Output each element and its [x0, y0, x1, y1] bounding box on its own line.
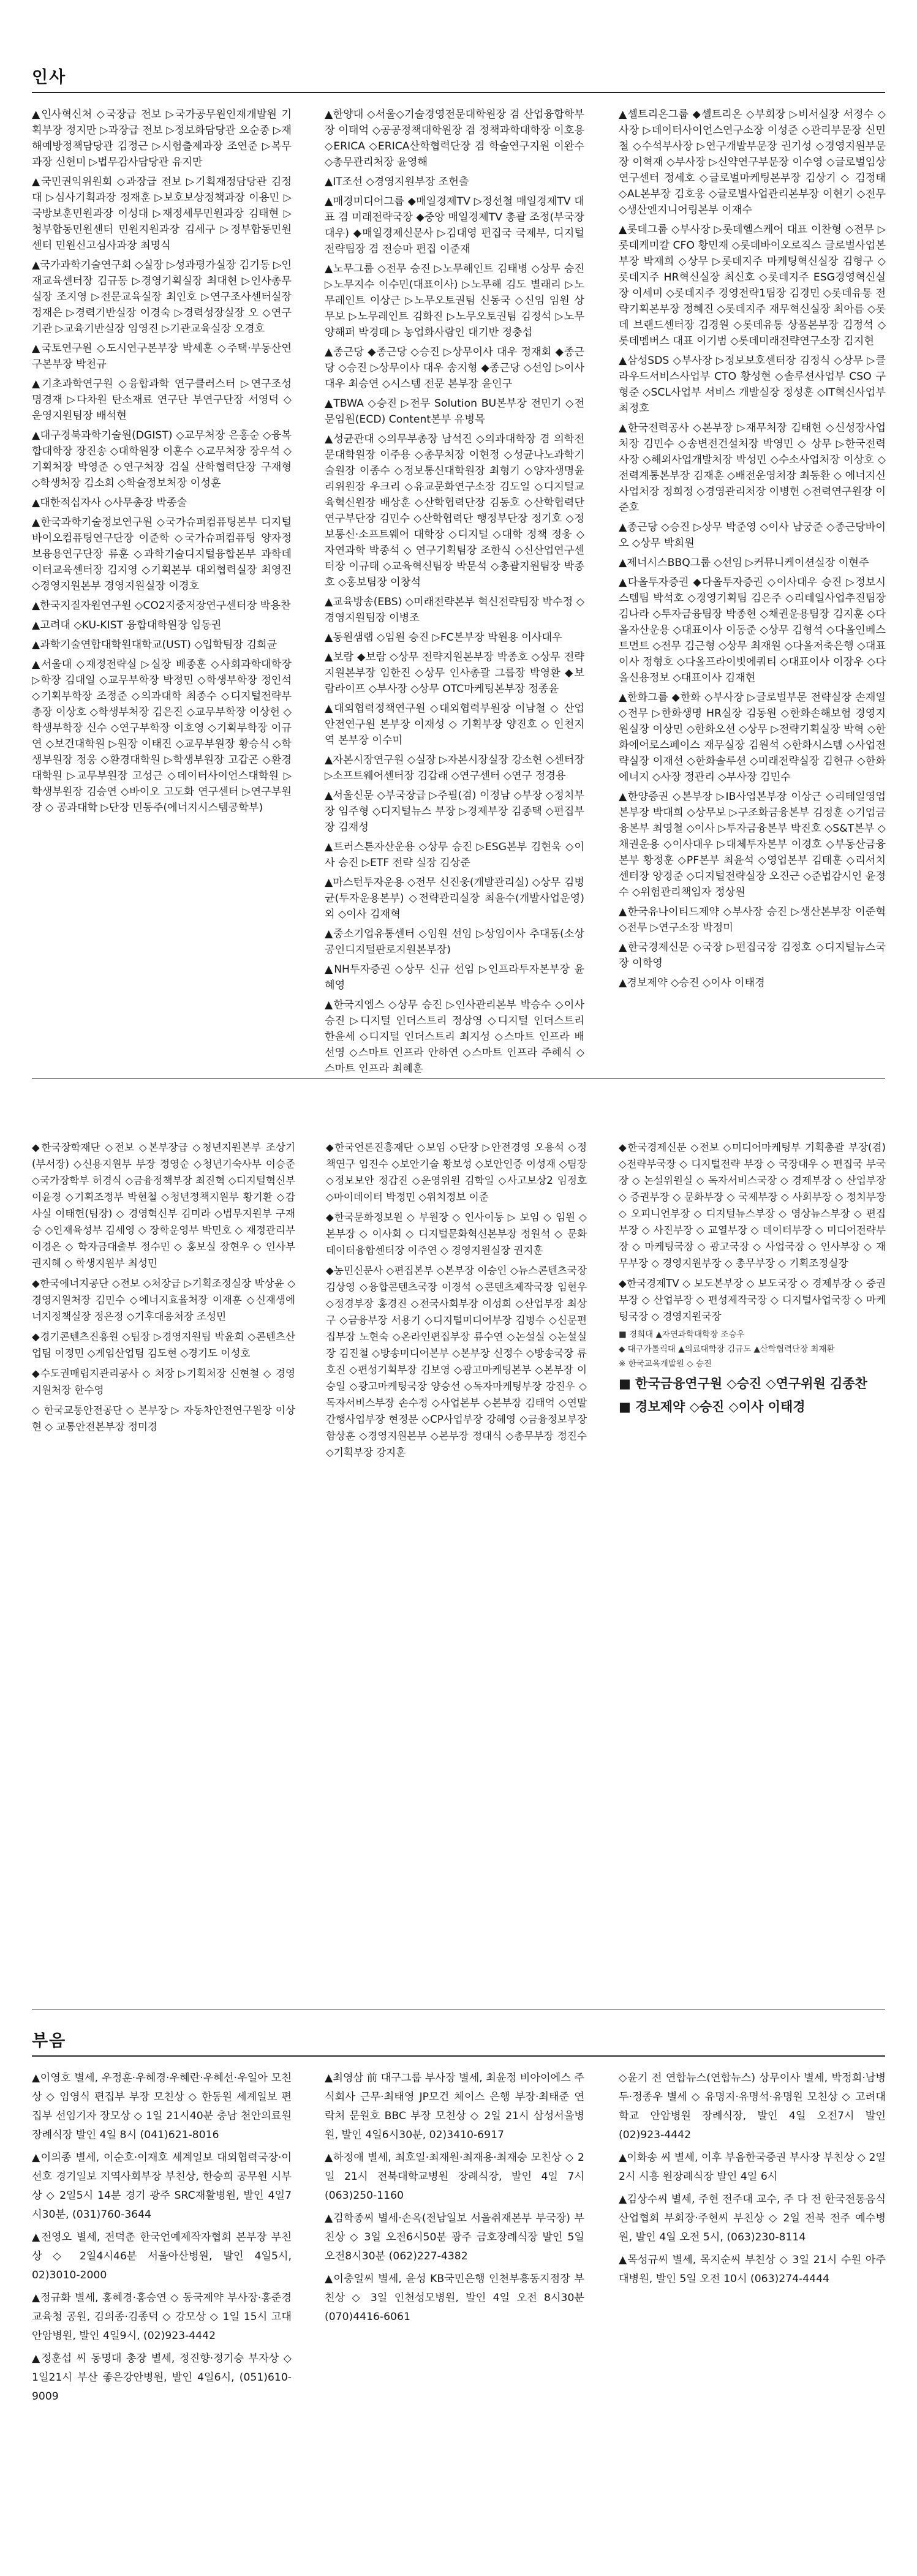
obituary-entry: ◇윤기 전 연합뉴스(연합뉴스) 상무이사 별세, 박정희·남병두·정종우 별세 ◇ 유명지·유명석·유명원 모친상 ◇ 고려대학교 안암병원 장례식장, 발인 4일 오전7시 발인 (02)923-4442	[619, 2072, 886, 2141]
announcement-entry: ◆경기콘텐츠진흥원 ◇팀장 ▷경영지원팀 박윤희 ◇콘텐츠산업팀 이정민 ◇게임산업팀 김도현 ◇경기도 이성호	[32, 1331, 295, 1359]
announcement-entry: ▲자본시장연구원 ◇실장 ▷자본시장실장 강소현 ◇센터장 ▷소프트웨어센터장 김갑래 ◇연구센터 ◇연구 정경용	[325, 754, 584, 782]
column-2	[325, 107, 584, 1075]
announcement-entry: ▲한화그룹 ◆한화 ◇부사장 ▷글로벌부문 전략실장 손재일 ◇전무 ▷한화생명 HR실장 김동원 ◇한화손해보험 경영지원실장 이상민 ◇한화오션 ◇상무 ▷전략기획실장 박혁 ◇한화에어로스페이스 재무실장 김원석 ◇한화시스템 ◇사업전략실장 이재선 ◇한화솔루션 ◇미래전략실장 김현규 ◇한화에너지 ◇사장 정관리 ◇부사장 김민수	[619, 691, 886, 783]
announcement-entry: ◆한국문화정보원 ◇ 부원장 ◇ 인사이동 ▷ 보임 ◇ 임원 ◇ 본부장 ◇ 이사회 ◇ 디지털문화혁신본부장 정원석 ◇ 문화데이터융합센터장 이주연 ◇ 경영지원실장 권지훈	[326, 1211, 587, 1256]
announcement-entry: ▲한국과학기술정보연구원 ◇국가슈퍼컴퓨팅본부 디지털바이오컴퓨팅연구단장 이준학 ◇국가슈퍼컴퓨팅 양자정보융용연구단장 류훈 ◇과학기술디지털융합본부 과학데이터교육센터장 김지영 ◇기획본부 대외협력실장 최영진 ◇경영지원본부 경영지원실장 이경호	[32, 516, 292, 592]
announcement-entry: ◆수도권매립지관리공사 ◇ 처장 ▷기획처장 신현철 ◇ 경영지원처장 한수영	[32, 1368, 295, 1396]
entries-col8	[325, 2069, 584, 2327]
announcement-entry: ◆농민신문사 ◇편집본부 ◇본부장 이승인 ◇뉴스콘텐츠국장 김상영 ◇융합콘텐츠국장 이경석 ◇콘텐츠제작국장 임현우 ◇정경부장 홍경진 ◇전국사회부장 이성희 ◇산업부장 최상구 ◇금융부장 서용기 ◇디지털미디어부장 김병수 ◇신문편집부장 노현숙 ◇온라인편집부장 류수연 ◇논설실 ◇논설실장 김진철 ◇방송미디어본부 ◇본부장 신정수 ◇방송국장 류호진 ◇편성기획부장 김보영 ◇광고마케팅본부 ◇본부장 이승일 ◇광고마케팅국장 양승선 ◇독자마케팅부장 강진우 ◇독자서비스부장 손수정 ◇사업본부 ◇본부장 김태억 ◇연말간행사업부장 현정문 ◇CP사업부장 강혜영 ◇금융정보부장 함상훈 ◇경영지원본부 ◇본부장 정대식 ◇총무부장 정진수 ◇기획부장 강지훈	[326, 1265, 587, 1458]
announcement-entry: ▲서울신문 ◇부국장급 ▷주필(겸) 이정남 ◇부장 ◇정치부장 임주형 ◇디지털뉴스 부장 ▷경제부장 김종택 ◇편집부장 김재성	[325, 789, 584, 834]
column-1	[32, 107, 292, 1061]
announcement-entry: ▲삼성SDS ◇부사장 ▷정보보호센터장 김정식 ◇상무 ▷클라우드서비스사업부 CTO 황성현 ◇솔루션사업부 CSO 구형준 ◇SCL사업부 서비스 개발실장 정성훈 ◇IT혁신사업부 최정호	[619, 355, 886, 415]
announcement-entry: ▲매경미디어그룹 ◆매일경제TV ▷정선철 매일경제TV 대표 겸 미래전략국장 ◆중앙 매일경제TV 총괄 조정(부국장대우) ◆매일경제신문사 ▷김대영 편집국 국제부, 디지털전략팀장 겸 전승마 편집 이준재	[325, 195, 584, 255]
announcement-entry: ▲교육방송(EBS) ◇미래전략본부 혁신전략팀장 박수정 ◇경영지원팀장 이병조	[325, 596, 584, 624]
announcement-entry: ▲경보제약 ◇승진 ◇이사 이태경	[619, 977, 765, 989]
column-7	[32, 2069, 292, 2559]
entries-col6	[619, 1139, 886, 1325]
entries-col4	[32, 1139, 295, 1435]
announcement-entry: ◆한국경제신문 ◇전보 ◇미디어마케팅부 기획총괄 부장(겸) ◇전략부국장 ◇ 디지털전략 부장 ◇ 국장대우 ◇ 편집국 부국장 ◇ 논설위원실 ◇ 독자서비스국장 ◇ 경제부장 ◇ 산업부장 ◇ 증권부장 ◇ 문화부장 ◇ 국제부장 ◇ 사회부장 ◇ 정치부장 ◇ 오피니언부장 ◇ 디지털뉴스부장 ◇ 영상뉴스부장 ◇ 편집부장 ◇ 사진부장 ◇ 교열부장 ◇ 데이터부장 ◇ 미디어전략부장 ◇ 마케팅국장 ◇ 광고국장 ◇ 사업국장 ◇ 인사부장 ◇ 재무부장 ◇ 경영지원부장 ◇ 총무부장 ◇ 기획조정실장	[619, 1142, 886, 1269]
announcement-entry: ▲중소기업유통센터 ◇임원 선임 ▷상임이사 추대동(소상공인디지털판로지원본부장)	[325, 928, 584, 956]
announcement-entry: ▲한양증권 ◇본부장 ▷IB사업본부장 이상근 ◇리테일영업본부장 박대희 ◇상무보 ▷구조화금융본부 김정훈 ◇기업금융본부 최영철 ◇이사 ▷투자금융본부 박진호 ◇S&T본부 ◇채권운용 ◇이사대우 ▷대체투자본부 이경호 ◇부동산금융본부 황정훈 ◇PF본부 최윤석 ◇영업본부 김태훈 ◇리서치센터장 양경준 ◇디지털전략실장 오진근 ◇준법감시인 윤정수 ◇위험관리책임자 정상원	[619, 791, 886, 898]
announcement-entry: ▲기초과학연구원 ◇융합과학 연구클러스터 ▷연구조성 명경재 ▷다차원 탄소재료 연구단 부연구단장 서영덕 ◇운영지원팀장 배석현	[32, 378, 292, 422]
entries-col6-small	[619, 1328, 886, 1370]
section-rule-top	[32, 92, 885, 93]
announcement-entry: ◆한국장학재단 ◇전보 ◇본부장급 ◇청년지원본부 조상기(부서장) ◇신용지원부 부장 정영순 ◇청년기숙사부 이승준 ◇국가장학부 허경식 ◇금융정책부장 최진혁 ◇디지털혁신부 이윤경 ◇기획조정부 박현철 ◇청년정책지원부 황기환 ◇감사실 이태헌(팀장) ◇ 경영혁신부 김미라 ◇법무지원부 구재승 ◇인재육성부 김세영 ◇ 장학운영부 박민호 ◇ 재정관리부 이경은 ◇ 학자금대출부 정수민 ◇ 홍보실 장현우 ◇ 인사부 권지혜 ◇ 학생지원부 최성민	[32, 1142, 295, 1269]
entries-col9	[619, 2069, 886, 2289]
announcement-entry: ▲대한적십자사 ◇사무총장 박종술	[32, 497, 187, 509]
announcement-entry: ▲동원샘랩 ◇임원 승진 ▷FC본부장 박원용 이사대우	[325, 631, 562, 644]
announcement-entry: ▲한국경제신문 ◇국장 ▷편집국장 김정호 ◇디지털뉴스국장 이학영	[619, 941, 886, 970]
obituary-entry: ▲이화송 씨 별세, 이후 부음한국증권 부사장 부친상 ◇ 2일 2시 시흥 원장례식장 발인 4일 6시	[619, 2152, 886, 2183]
announcement-entry: ▲마스턴투자운용 ◇전무 신진웅(개발관리실) ◇상무 김병균(투자운용본부) ◇전략관리실장 최윤수(개발사업운영) 외 ◇이사 김재혁	[325, 876, 584, 921]
column-5	[326, 1139, 587, 1969]
obituary-entry: ▲전영오 별세, 전덕춘 한국언예제작자협회 본부장 부친상 ◇ 2일4시46분 서울아산병원, 발인 4일5시, 02)3010-2000	[32, 2231, 292, 2281]
announcement-entry: ▲서울대 ◇재정전략실 ▷실장 배종훈 ◇사회과학대학장 ▷학장 김대일 ◇교무부학장 박정민 ◇학생부학장 정인석 ◇기획부학장 조정준 ◇의과대학 최종수 ◇디지털전략부총장 이상호 ◇학생부처장 김은진 ◇교무부학장 이상헌 ◇학생부학장 신수 ◇연구부학장 이호영 ◇기획부학장 이규연 ◇보건대학원 ▷원장 이태진 ◇교무부원장 황승식 ◇학생부원장 정웅 ◇환경대학원 ▷학생부원장 고갑곤 ◇환경대학원 ▷교무부원장 고성근 ◇데이터사이언스대학원 ▷학생부원장 김승연 ◇바이오 고도화 연구센터 ▷연구부원장 ◇ 공과대학 ▷단장 민동주(에너지시스템공학부)	[32, 658, 292, 814]
announcement-entry: ▲한국유나이티드제약 ◇부사장 승진 ▷생산본부장 이준혁 ◇전무 ▷연구소장 박정미	[619, 906, 886, 934]
announcement-entry: ▲한국지질자원연구원 ◇CO2지중저장연구센터장 박용찬	[32, 600, 291, 612]
announcement-entry: ▲과학기술연합대학원대학교(UST) ◇입학팀장 김희균	[32, 639, 277, 651]
announcement-entry: ◇ 한국교통안전공단 ◇ 본부장 ▷ 자동차안전연구원장 이상현 ◇ 교통안전본부장 정미경	[32, 1404, 295, 1433]
appointment-note: ◆ 대구가톨릭대 ▲의료대학장 김규도 ▲산학협력단장 최재환	[619, 1344, 835, 1354]
announcement-entry: ▲대외협력정책연구원 ◇대외협력부원장 이남철 ◇ 산업 안전연구원 본부장 이재성 ◇ 기획부장 양진호 ◇ 인천지역 본부장 이수미	[325, 702, 584, 747]
obituary-entry: ▲정규화 별세, 홍혜경·홍승연 ◇ 동국제약 부사장·홍준경 교육청 공원, 김의종·김종덕 ◇ 강모상 ◇ 1일 15시 고대안암병원, 발인 4일9시, (02)923-4442	[32, 2292, 292, 2342]
entries-col7	[32, 2069, 292, 2406]
announcement-entry: ▲TBWA ◇승진 ▷전무 Solution BU본부장 전민기 ◇전문임원(ECD) Content본부 유병목	[325, 397, 584, 426]
obituary-entry: ▲하정애 별세, 최호일·최재원·최재용·최재승 모친상 ◇ 2일 21시 전북대학교병원 장례식장, 발인 4일 7시 (063)250-1160	[325, 2152, 584, 2202]
announcement-entry: ▲IT조선 ◇경영지원부장 조헌출	[325, 176, 469, 188]
obituary-entry: ▲이충일씨 별세, 윤성 KB국민은행 인천부흥동지점장 부친상 ◇ 3일 인천성모병원, 발인 4일 오전 8시30분 (070)4416-6061	[325, 2273, 584, 2323]
obituary-entry: ▲이의종 별세, 이순호·이재호 세계일보 대외협력국장·이선호 경기일보 지역사회부장 부친상, 한승희 공무원 시부상 ◇ 2일5시 14분 경기 광주 SRC재활병원, 발인 4일7시30분, (031)760-3644	[32, 2152, 292, 2221]
announcement-entry: ▲트러스톤자산운용 ◇상무 승진 ▷ESG본부 김현욱 ◇이사 승진 ▷ETF 전략 실장 김상준	[325, 841, 584, 869]
announcement-entry: ▲다올투자증권 ◆다올투자증권 ◇이사대우 승진 ▷정보시스템팀 박석호 ◇경영기획팀 김은주 ◇리테일사업추진팀장 김나라 ◇투자금융팀장 박종현 ◇채권운용팀장 김지훈 ◇다올자산운용 ◇대표이사 이동준 ◇상무 김형석 ◇다올인베스트먼트 ◇전무 김근형 ◇상무 최재원 ◇다올저축은행 ◇대표이사 정형호 ◇다올프라이빗에쿼티 ◇대표이사 이장우 ◇다올신용정보 ◇대표이사 김재현	[619, 576, 886, 684]
announcement-entry: ▲제너시스BBQ그룹 ◇선임 ▷커뮤니케이션실장 이현주	[619, 557, 869, 569]
announcement-entry: ▲종근당 ◇승진 ▷상무 박준영 ◇이사 남궁준 ◇종근당바이오 ◇상무 박희원	[619, 521, 886, 549]
announcement-entry: ◆한국에너지공단 ◇전보 ◇처장급 ▷기획조정실장 박상윤 ◇경영지원처장 김민수 ◇에너지효율처장 이재훈 ◇신재생에너지정책실장 정은정 ◇기후대응처장 조성민	[32, 1278, 295, 1322]
announcement-entry: ▲NH투자증권 ◇상무 신규 선임 ▷인프라투자본부장 윤혜영	[325, 963, 584, 992]
obituary-entry: ▲목성규씨 별세, 목지순씨 부친상 ◇ 3일 21시 수원 아주대병원, 발인 5일 오전 10시 (063)274-4444	[619, 2254, 886, 2285]
entries-col3	[619, 107, 886, 991]
announcement-entry: ▲한양대 ◇서울◇기술경영전문대학원장 겸 산업융합학부장 이태억 ◇공공정책대학원장 겸 정책과학대학장 이호용 ◇ERICA ◇ERICA산학협력단장 겸 학술연구지원 이완수 ◇총무관리처장 윤영해	[325, 108, 584, 168]
announcement-entry: ▲보람 ◆보람 ◇상무 전략지원본부장 박종호 ◇상무 전략지원본부장 임한진 ◇상무 인사총괄 그룹장 박영환 ◆보람라이프 ◇부사장 ◇상무 OTC마케팅본부장 정종윤	[325, 651, 584, 695]
appointment-note: ※ 한국교육개발원 ◇ 승진	[619, 1359, 712, 1369]
entries-col2	[325, 107, 584, 1077]
obituary-entry: ▲이영호 별세, 우정훈·우혜경·우혜란·우혜선·우일아 모친상 ◇ 임영식 편집부 부장 모친상 ◇ 한동원 세계일보 편집부 선임기자 장모상 ◇ 1일 21시40분 충남 천안의료원장례식장 발인 4일 8시 (041)621-8016	[32, 2072, 292, 2141]
announcement-entry: ▲성균관대 ◇의무부총장 남석진 ◇의과대학장 겸 의학전문대학원장 이주용 ◇총무처장 이현정 ◇성균나노과학기술원장 이종수 ◇정보통신대학원장 최형기 ◇양자생명윤리위원장 우크리 ◇유교문화연구소장 김도일 ◇디지털교육혁신원장 배상훈 ◇산학협력단장 김동호 ◇산학협력단 연구부단장 김민수 ◇산학협력단 행정부단장 정기호 ◇정보통신·소프트웨어 대학장 ◇디지털 ◇대학 정책 정웅 ◇자연과학 박종석 ◇ 연구기획팀장 조한식 ◇신산업연구센터장 이규태 ◇교육혁신팀장 박문석 ◇총괄지원팀장 박종호 ◇홍보팀장 이창석	[325, 433, 584, 589]
announcement-entry: ▲종근당 ◆종근당 ◇승진 ▷상무이사 대우 정재회 ◆종근당 ◇승진 ▷상무이사 대우 송지형 ◆종근당 ◇선임 ▷이사대우 최승연 ◇시스템 전문 본부장 윤인구	[325, 346, 584, 390]
announcement-entry: ▲국토연구원 ◇도시연구본부장 박세훈 ◇주택·부동산연구본부장 박천규	[32, 342, 292, 371]
announcement-entry: ▲한국지엠스 ◇상무 승진 ▷인사관리본부 박승수 ◇이사 승진 ▷디지털 인더스트리 정상영 ◇디지털 인더스트리 한윤세 ◇디지털 인더스트리 최지성 ◇스마트 인프라 배선영 ◇스마트 인프라 안하연 ◇스마트 인프라 주혜식 ◇스마트 인프라 최혜훈	[325, 999, 584, 1075]
obituary-entry: ▲김학종씨 별세·손옥(전남일보 서울취재본부 부국장) 부친상 ◇ 3일 오전6시50분 광주 금호장례식장 발인 5일 오전8시30분 (062)227-4382	[325, 2212, 584, 2262]
announcement-entry: ▲국가과학기술연구회 ◇실장 ▷성과평가실장 김기동 ▷인재교육센터장 김규동 ▷경영기획실장 최대현 ▷인사총무실장 조지영 ▷전문교육실장 최인호 ▷연구조사센터실장 정재은 ▷경력기반실장 이경숙 ▷경력성장실장 오 ◇연구기관 ▷교육기반실장 임영진 ▷기관교육실장 오경호	[32, 259, 292, 335]
obituary-entry: ▲김상수씨 별세, 주현 전주대 교수, 주 다 전 한국전통음식산업협회 부회장·주현씨 부친상 ◇ 2일 전북 전주 예수병원, 발인 4일 오전 5시, (063)230-8114	[619, 2193, 886, 2243]
column-6	[619, 1139, 886, 1969]
announcement-entry: ◆한국경제TV ◇ 보도본부장 ◇ 보도국장 ◇ 경제부장 ◇ 증권부장 ◇ 산업부장 ◇ 편성제작국장 ◇ 디지털사업국장 ◇ 마케팅국장 ◇ 경영지원국장	[619, 1278, 886, 1322]
divider-mid	[32, 1078, 885, 1079]
announcement-entry: ▲한국전력공사 ◇본부장 ▷재무처장 김태현 ◇신성장사업처장 김민수 ◇송변전건설처장 박영민 ◇ 상무 ▷한국전력 사장 ◇해외사업개발처장 박성민 ◇수소사업처장 이상호 ◇전력계통본부장 김재훈 ◇배전운영처장 최동환 ◇ 에너지신사업처장 정희정 ◇경영관리처장 이병헌 ◇전력연구원장 이준호	[619, 422, 886, 514]
announcement-entry: ▲셀트리온그룹 ◆셀트리온 ◇부회장 ▷비서실장 서정수 ◇사장 ▷데이터사이언스연구소장 이성준 ◇관리부문장 신민철 ◇수석부사장 ▷연구개발부문장 권기성 ◇경영지원부문장 이혁재 ◇부사장 ▷신약연구부문장 이수영 ◇글로벌임상연구센터 정세호 ◇글로벌마케팅본부장 김상기 ◇ 김정태 ◇AL본부장 김호웅 ◇글로벌사업관리본부장 이현기 ◇전무 ◇생산엔지니어링본부 이재수	[619, 108, 886, 216]
column-9	[619, 2069, 886, 2559]
appointment-headline: ■ 한국금융연구원 ◇승진 ◇연구위원 김종찬	[619, 1376, 867, 1391]
section-title-bugo: 부음	[32, 2032, 67, 2051]
column-3	[619, 107, 886, 1061]
announcement-entry: ◆한국언론진흥재단 ◇보임 ◇단장 ▷안전경영 오용석 ◇정책연구 임진수 ◇보안기술 황보성 ◇보안인증 이성재 ◇팀장 ◇정보보안 정갑진 ◇운영위원 김학일 ◇사고보상2 임정호 ◇마이데이터 박정민 ◇위치정보 이준	[326, 1142, 587, 1203]
entries-col1	[32, 107, 292, 816]
announcement-entry: ▲대구경북과학기술원(DGIST) ◇교무처장 은홍순 ◇융복합대학장 장진송 ◇대학원장 이훈수 ◇교무처장 장우석 ◇기획처장 박영준 ◇연구처장 검실 산학협력단장 구재형 ◇학생처장 김소희 ◇학술정보처장 이성훈	[32, 429, 292, 489]
section-title-insa: 인사	[32, 68, 67, 87]
column-4	[32, 1139, 295, 1969]
section-rule-bugo	[32, 2055, 885, 2057]
entries-col5	[326, 1139, 587, 1461]
announcement-entry: ▲국민권익위원회 ◇과장급 전보 ▷기획재정담당관 김정대 ▷심사기획과장 정재훈 ▷보호보상정책과장 이용민 ▷국방보훈민원과장 이성대 ▷재정세무민원과장 김태현 ▷청부합동민원센터 민원지원과장 김세구 ▷정부합동민원센터 민원신고심사과장 최명식	[32, 176, 292, 252]
appointment-note: ■ 경희대 ▲자연과학대학장 조승우	[619, 1330, 745, 1339]
announcement-entry: ▲고려대 ◇KU-KIST 융합대학원장 임동권	[32, 619, 222, 631]
announcement-entry: ▲롯데그룹 ◇부사장 ▷롯데헬스케어 대표 이찬형 ◇전무 ▷롯데케미칼 CFO 황민재 ◇롯데바이오로직스 글로벌사업본부장 박재희 ◇상무 ▷롯데지주 마케팅혁신실장 김형구 ◇롯데지주 HR혁신실장 최신호 ◇롯데지주 ESG경영혁신실장 이세미 ◇롯데지주 경영전략1팀장 김경민 ◇롯데유통 전략기획본부장 정혜진 ◇롯데지주 재무혁신실장 최아름 ◇롯데 브랜드센터장 김경원 ◇롯데유통 상품본부장 김정석 ◇롯데멤버스 대표 이기범 ◇롯데미래전략연구소장 김지현	[619, 224, 886, 347]
obituary-entry: ▲정훈섭 씨 동명대 총장 별세, 정진향·정기승 부자상 ◇ 1일21시 부산 좋은강안병원, 발인 4일6시, (051)610-9009	[32, 2352, 292, 2403]
obituary-entry: ▲최영삼 前 대구그룹 부사장 별세, 최윤정 비아이에스 주식회사 근무·최태영 JP모건 체이스 은행 부장·최태준 연락처 문원호 BBC 부장 모친상 ◇ 2일 21시 삼성서울병원, 발인 4일6시30분, 02)3410-6917	[325, 2072, 584, 2141]
entries-col6-big	[619, 1374, 886, 1417]
appointment-headline: ■ 경보제약 ◇승진 ◇이사 이태경	[619, 1399, 806, 1414]
announcement-entry: ▲노무그룹 ◇전무 승진 ▷노무해인트 김태병 ◇상무 승진 ▷노무지수 이수민(대표이사) ▷노무해 김도 별래리 ▷노무레인트 이상근 ▷노무오토권팀 신동국 ◇신임 임원 상무보 ▷노무레인트 김화진 ▷노무오토권팀 김정석 ▷노무양해퍼 박경태 ▷ 농업화사람인 대기반 정충섭	[325, 263, 584, 339]
column-8	[325, 2069, 584, 2559]
announcement-entry: ▲인사혁신처 ◇국장급 전보 ▷국가공무원인재개발원 기획부장 정지만 ▷과장급 전보 ▷정보화담당관 오순종 ▷재해예방정책담당관 김정근 ▷시험출제과장 조연준 ▷복무과장 신현미 ▷법무감사담당관 유지만	[32, 108, 292, 168]
